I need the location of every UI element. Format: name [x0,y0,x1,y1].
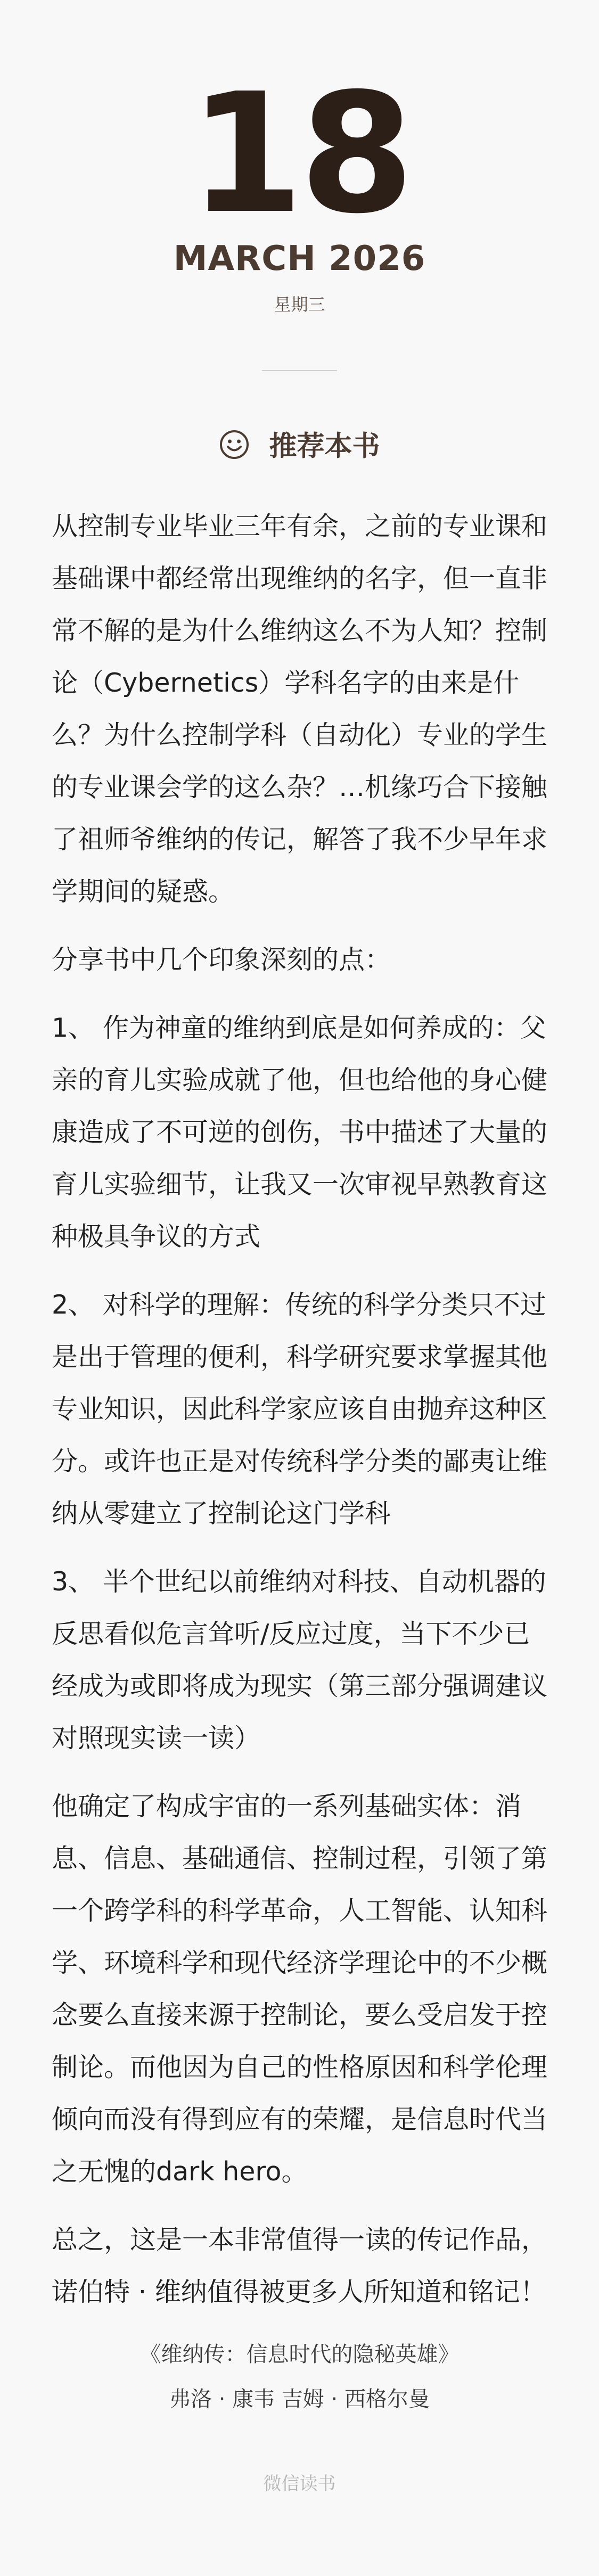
review-paragraph: 总之，这是一本非常值得一读的传记作品，诺伯特 · 维纳值得被更多人所知道和铭记！ [52,2225,548,2307]
book-authors: 弗洛 · 康韦 吉姆 · 西格尔曼 [169,2387,430,2411]
date-day: 18 [188,58,411,250]
source-label: 微信读书 [263,2473,336,2495]
section-title [0,426,599,465]
book-title: 《维纳传：信息时代的隐秘英雄》 [140,2342,459,2367]
review-paragraph: 3、 半个世纪以前维纳对科技、自动机器的反思看似危言耸听/反应过度，当下不少已经成为或即将成为现实（第三部分强调建议对照现实读一读） [52,1566,548,1753]
review-paragraph: 从控制专业毕业三年有余，之前的专业课和基础课中都经常出现维纳的名字，但一直非常不解的是为什么维纳这么不为人知？控制论（Cybernetics）学科名字的由来是什么？为什么控制学科（自动化）专业的学生的专业课会学的这么杂？…机缘巧合下接触了祖师爷维纳的传记，解答了我不少早年求学期间的疑惑。 [52,511,548,907]
review-body [52,501,552,2318]
review-paragraph: 他确定了构成宇宙的一系列基础实体：消息、信息、基础通信、控制过程，引领了第一个跨学科的科学革命，人工智能、认知科学、环境科学和现代经济学理论中的不少概念要么直接来源于控制论，要么受启发于控制论。而他因为自己的性格原因和科学伦理倾向而没有得到应有的荣耀，是信息时代当之无愧的dark hero。 [52,1791,548,2187]
section-title-label: 推荐本书 [269,430,380,463]
divider [262,370,337,371]
smile-icon [219,429,250,460]
review-paragraph: 2、 对科学的理解：传统的科学分类只不过是出于管理的便利，科学研究要求掌握其他专业知识，因此科学家应该自由抛弃这种区分。或许也正是对传统科学分类的鄙夷让维纳从零建立了控制论这门学科 [52,1290,548,1529]
date-weekday: 星期三 [274,294,325,315]
review-paragraph: 分享书中几个印象深刻的点： [52,945,391,975]
date-month-year: MARCH 2026 [173,239,426,278]
review-paragraph: 1、 作为神童的维纳到底是如何养成的：父亲的育儿实验成就了他，但也给他的身心健康造成了不可逆的创伤，书中描述了大量的育儿实验细节，让我又一次审视早熟教育这种极具争议的方式 [52,1013,548,1252]
